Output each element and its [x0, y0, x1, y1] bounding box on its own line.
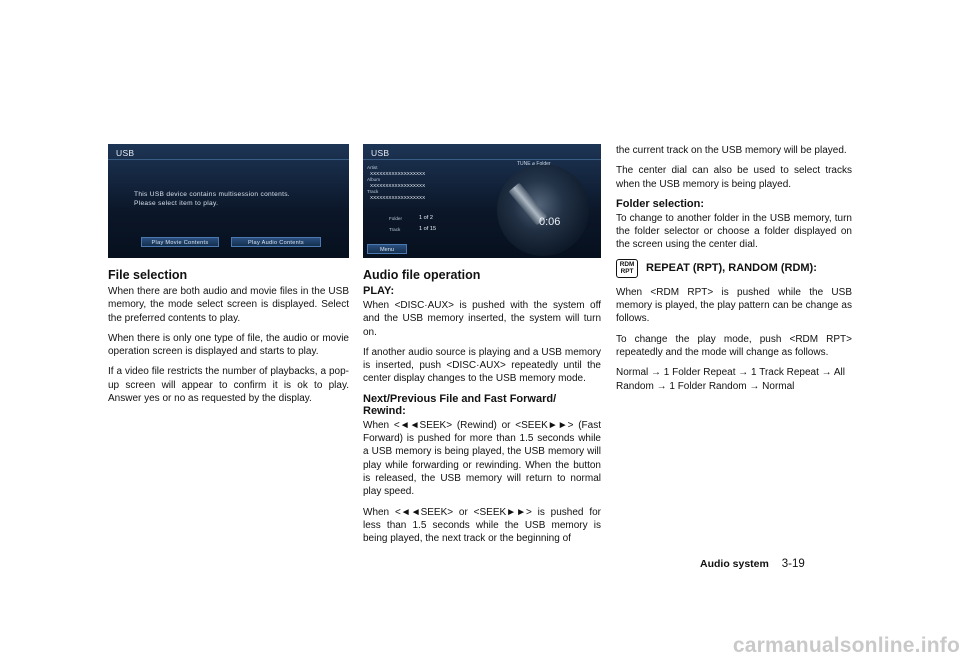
play-heading: PLAY: — [363, 285, 395, 297]
screen-title-divider — [108, 159, 349, 160]
track-row-value: 1 of 15 — [419, 226, 437, 232]
usb-mode-select-screen — [108, 144, 349, 258]
folder-label: Folder — [389, 216, 403, 221]
usb-audio-play-screen — [363, 144, 601, 258]
folder-row — [389, 215, 433, 221]
folder-value: 1 of 2 — [419, 215, 433, 221]
paragraph: To change to another folder in the USB memory, turn the folder selector or choose a folder displayed on the screen using the center dial. — [616, 212, 852, 251]
column-continued — [616, 144, 852, 400]
section-heading: Audio file operation — [363, 268, 481, 282]
track-value: XXXXXXXXXXXXXXXXXX — [370, 195, 426, 200]
footer-section: Audio system — [700, 558, 769, 570]
track-info — [367, 165, 425, 201]
elapsed-time: 0:06 — [539, 216, 561, 228]
paragraph: The center dial can also be used to select tracks when the USB memory is being played. — [616, 165, 852, 190]
next-previous-heading: Next/Previous File and Fast Forward/ Rewind: — [363, 392, 557, 417]
tune-folder-label: TUNE ⌀ Folder — [517, 161, 551, 167]
column-audio-file-operation — [363, 144, 601, 552]
screen-title: USB — [371, 148, 390, 158]
track-row-label: Track — [389, 227, 401, 232]
menu-button[interactable]: Menu — [367, 244, 407, 254]
paragraph: the current track on the USB memory will be played. — [616, 145, 847, 156]
repeat-random-heading: REPEAT (RPT), RANDOM (RDM): — [646, 262, 817, 275]
paragraph: If a video file restricts the number of playbacks, a pop-up screen will appear to confirm it is ok to play. Answer yes or no as requested by the display. — [108, 366, 349, 405]
rdm-rpt-heading-row — [616, 259, 852, 278]
paragraph: When there are both audio and movie files in the USB memory, the mode select screen is displayed. Select the preferred contents to play. — [108, 286, 349, 324]
paragraph: When <◄◄SEEK> or <SEEK►►> is pushed for less than 1.5 seconds while the USB memory is being played, the next track or the beginning of — [363, 506, 601, 545]
artist-label: Artist — [367, 165, 378, 170]
rdm-icon-top: RDM — [619, 261, 635, 269]
artist-value: XXXXXXXXXXXXXXXXXX — [370, 171, 426, 176]
paragraph: When there is only one type of file, the audio or movie operation screen is displayed and starts to play. — [108, 332, 349, 358]
play-audio-contents-button[interactable]: Play Audio Contents — [231, 237, 321, 247]
screen-message-line-1: This USB device contains multisession contents. — [134, 191, 290, 198]
play-mode-sequence: Normal → 1 Folder Repeat → 1 Track Repeat → All Random → 1 Folder Random → Normal — [616, 367, 845, 392]
rdm-icon-bottom: RPT — [620, 268, 634, 276]
paragraph: When <RDM RPT> is pushed while the USB memory is played, the play pattern can be change as follows. — [616, 286, 852, 325]
paragraph: When <◄◄SEEK> (Rewind) or <SEEK►►> (Fast Forward) is pushed for more than 1.5 seconds while a USB memory is being played, the USB memory will play while forwarding or rewinding. When the button is released, the USB memory will return to normal play speed. — [363, 419, 601, 498]
play-movie-contents-button[interactable]: Play Movie Contents — [141, 237, 219, 247]
section-heading: File selection — [108, 268, 188, 282]
track-row — [389, 226, 437, 232]
screen-message — [134, 191, 290, 208]
column-file-selection — [108, 144, 349, 412]
screen-message-line-2: Please select item to play. — [134, 199, 219, 207]
screen-title: USB — [116, 148, 135, 158]
folder-selection-heading: Folder selection: — [616, 197, 705, 210]
paragraph: When <DISC·AUX> is pushed with the system off and the USB memory inserted, the system will turn on. — [363, 300, 601, 338]
watermark: carmanualsonline.info — [732, 634, 960, 657]
track-label: Track — [367, 189, 379, 194]
album-value: XXXXXXXXXXXXXXXXXX — [370, 183, 426, 188]
album-label: Album — [367, 177, 381, 182]
page-number: 3-19 — [781, 558, 805, 570]
page-footer — [700, 558, 805, 570]
rdm-rpt-button-icon — [616, 259, 638, 278]
paragraph: To change the play mode, push <RDM RPT> repeatedly and the mode will change as follows. — [616, 333, 852, 358]
screen-title-divider — [363, 159, 601, 160]
paragraph: If another audio source is playing and a USB memory is inserted, push <DISC·AUX> repeatedly until the center display changes to the USB memory mode. — [363, 346, 601, 385]
